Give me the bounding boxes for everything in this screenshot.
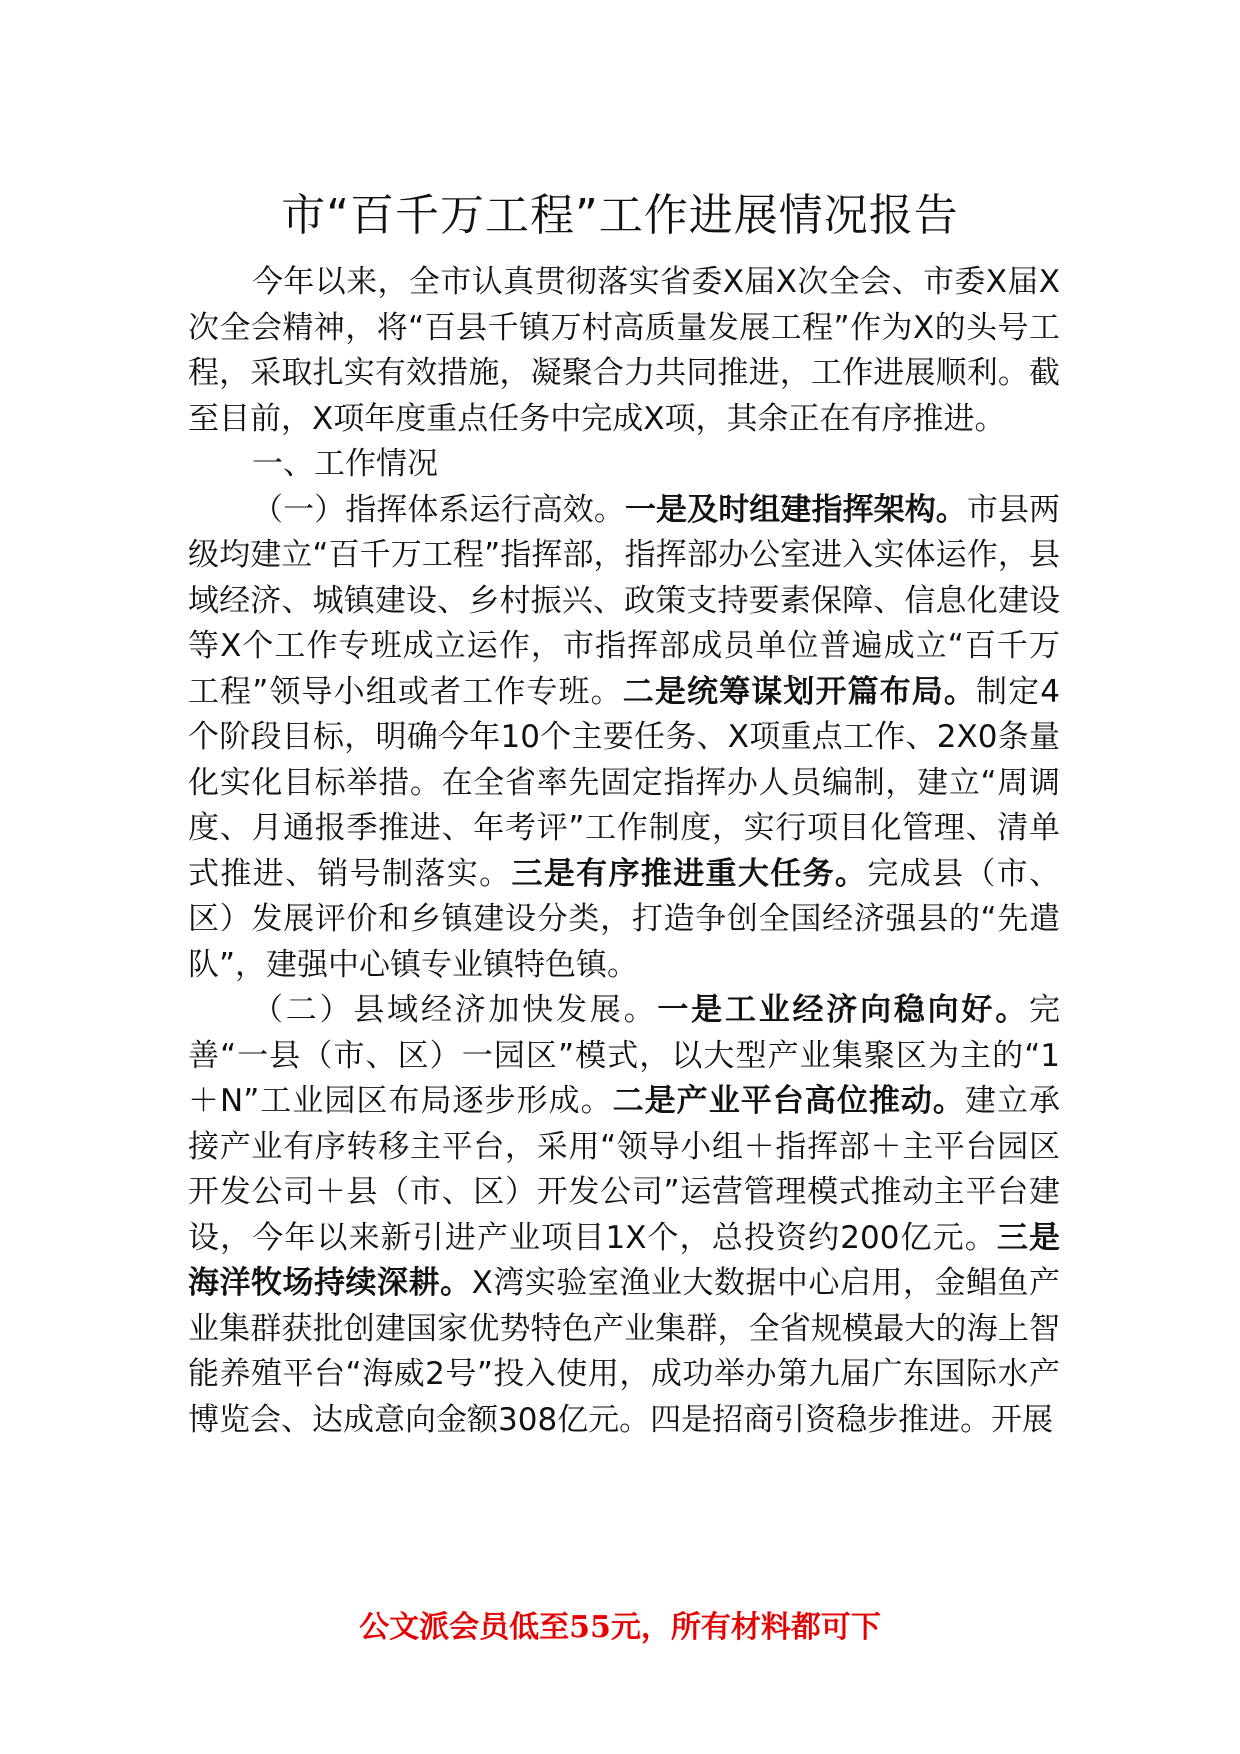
subsection-1-point-3-lead: 三是有序推进重大任务。 [511,855,868,892]
subsection-1-point-1-lead: 一是及时组建指挥架构。 [624,491,967,528]
subsection-1-heading: （一）指挥体系运行高效。 [252,491,625,528]
section-heading: 一、工作情况 [252,446,438,482]
subsection-2-point-2-lead: 二是产业平台高位推动。 [612,1083,965,1119]
subsection-1-point-1-text: 市县两级均建立“百千万工程”指挥部，指挥部办公室进入实体运作，县域经济、城镇建设、乡村振兴、政策支持要素保障、信息化建设等X个工作专班成立运作，市指挥部成员单位普遍成立“百千万工程”领导小组或者工作专班。 [188,491,1061,710]
document-body [188,260,1060,1443]
subsection-1-point-3-text: 完成县（市、区）发展评价和乡镇建设分类，打造争创全国经济强县的“先遣队”，建强中心镇专业镇特色镇。 [188,855,1061,983]
footer-notice: 公文派会员低至55元，所有材料都可下 [359,1610,881,1645]
subsection-1-point-2-text: 制定4个阶段目标，明确今年10个主要任务、X项重点工作、2X0条量化实化目标举措。在全省率先固定指挥办人员编制，建立“周调度、月通报季推进、年考评”工作制度，实行项目化管理、清单式推进、销号制落实。 [188,673,1061,892]
subsection-2-paragraph [188,988,1060,1443]
intro-paragraph: 今年以来，全市认真贯彻落实省委X届X次全会、市委X届X次全会精神，将“百县千镇万村高质量发展工程”作为X的头号工程，采取扎实有效措施，凝聚合力共同推进，工作进展顺利。截至目前，X项年度重点任务中完成X项，其余正在有序推进。 [188,264,1060,437]
subsection-2-point-1-lead: 一是工业经济向稳向好。 [657,992,1029,1028]
subsection-2-heading: （二）县域经济加快发展。 [252,992,658,1028]
subsection-2-point-3-lead: 三是海洋牧场持续深耕。 [188,1219,1060,1301]
page-title: 市“百千万工程”工作进展情况报告 [281,190,959,241]
subsection-1-point-2-lead: 二是统筹谋划开篇布局。 [622,673,977,710]
subsection-2-point-3-text: X湾实验室渔业大数据中心启用，金鲳鱼产业集群获批创建国家优势特色产业集群，全省规模最大的海上智能养殖平台“海威2号”投入使用，成功举办第九届广东国际水产博览会、达成意向金额308亿元。四是招商引资稳步推进。开展 [188,1265,1060,1438]
subsection-1-paragraph [188,488,1060,989]
subsection-2-point-1-text: 完善“一县（市、区）一园区”模式，以大型产业集聚区为主的“1＋N”工业园区布局逐步形成。 [188,992,1060,1119]
subsection-2-point-2-text: 建立承接产业有序转移主平台，采用“领导小组＋指挥部＋主平台园区开发公司＋县（市、区）开发公司”运营管理模式推动主平台建设，今年以来新引进产业项目1X个，总投资约200亿元。 [188,1083,1061,1256]
